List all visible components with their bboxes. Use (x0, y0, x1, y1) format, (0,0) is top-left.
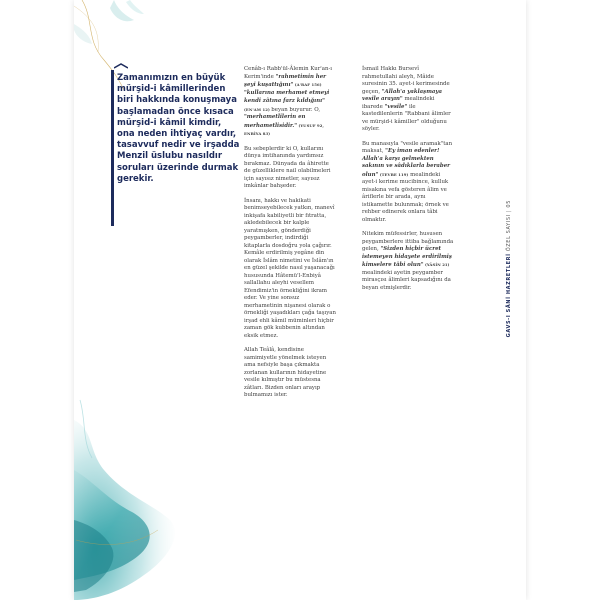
paragraph-text: mealindeki ayetin peygamber mirasçısı âlimleri kapsadığını da beyan etmişlerdir. (362, 269, 451, 291)
paragraph-text: beyan buyurur. O, (271, 106, 321, 113)
paragraph (362, 141, 454, 225)
pull-quote (117, 73, 241, 185)
paragraph: Bu sebeplerdir ki O, kullarını dünya imtihanında yardımsız bırakmaz. Dünyada da âhirette de güzelliklere nail olabilmeleri için sayısız nimetler, sayısız imkânlar bahşeder. (244, 145, 331, 189)
text-column-1 (244, 66, 336, 407)
issue-label: ÖZEL SAYISI (506, 214, 512, 252)
quote-text: "Sizden hiçbir ücret istemeyen hidayete erdirilmiş kimselere tâbi olun" (362, 246, 452, 268)
verse-reference: (EN'AM 12) (244, 106, 272, 112)
pull-quote-text: Zamanımızın en büyük mürşid-i kâmillerinden biri hakkında konuşmaya başlamadan önce kısaca mürşid-i kâmil kimdir, ona neden ihtiyaç vardır, tasavvuf nedir ve irşadda Menzil üslubu nasıldır soruları üzerinde durmak gerekir. (117, 73, 240, 184)
quote-text: "Ey iman edenler! Allah'a karşı gelmekten sakının ve sâdıklarla beraber olun" (362, 148, 450, 178)
quote-text: "rahmetimin her şeyi kuşattığını" (244, 73, 327, 88)
quote-text: "Allah'a yaklaşmaya vesile arayın" (362, 88, 443, 102)
paragraph (244, 66, 336, 139)
paragraph-text: ile kastedilenlerin "Rabbani âlimler ve mürşid-i kâmiller" olduğunu söyler. (362, 103, 451, 132)
separator: | (506, 209, 512, 213)
page-number: 05 (506, 200, 512, 208)
quote-chevron-icon (114, 63, 128, 69)
running-header (506, 200, 520, 460)
magazine-page (74, 0, 526, 600)
quote-text: "vesile" (384, 103, 408, 110)
text-column-2 (362, 66, 454, 299)
quote-text: "merhametlilerin en merhametlisidir." (244, 114, 306, 129)
paragraph-text: İsmail Hakkı Bursevî rahmetullahi aleyh, Mâide suresinin 35. ayet-i kerimesinde geçen, (362, 66, 450, 95)
magazine-brand: GAVS-I SÂNİ HAZRETLERİ (506, 253, 512, 338)
paragraph (362, 66, 454, 134)
paragraph: Allah Teâlâ, kendisine samimiyetle yönelmek isteyen ama nefsiyle başa çıkmakta zorlanan kullarının hidayetine vesile kılmıştır bu müstesna zâtları. Bizden onları arayıp bulmamızı ister. (244, 347, 327, 398)
paragraph-text: Cenâb-ı Rabb'ül-Âlemin Kur'an-ı Kerim'inde (244, 66, 333, 80)
paragraph-text: Nitekim müfessirler, hususen peygamberlere ittiba bağlamında gelen, (362, 231, 454, 252)
verse-reference: (A'RAF 156) (293, 82, 322, 87)
running-header-text (506, 200, 512, 337)
pull-quote-bar (111, 70, 114, 226)
paragraph-text: Bu manasıyla "vesile aramak"tan maksat, (362, 140, 453, 154)
verse-reference: (YUSUF 92, ENBİYA 83) (244, 122, 324, 136)
paragraph: İnsanı, hakkı ve hakikati benimseyebilecek yatkın, manevî inkişafa kabiliyetli bir fıtratta, akledebilecek bir kalple yaratmışken, gönderdiği peygamberler, indirdiği kitaplarla dosdoğru yola çağırır. Kemâle erdirilmiş yegâne din olarak İslâm nimetini ve İslâm'ın en güzel şekilde nasıl yaşanacağı hususunda Hâtemü'l-Enbiyâ sallallahu aleyhi vesellem Efendimiz'in örnekliğini ikram eder. Ve yine sonsuz merhametinin nişanesi olarak o örnekliği yaşadıkları çağa taşıyan irşad ehli kâmil müminleri hiçbir zaman gök kubbenin altından eksik etmez. (244, 197, 336, 339)
verse-reference: (TEVBE 119) (378, 171, 409, 177)
quote-text: "kullarına merhamet etmeyi kendi zâtına farz kıldığını" (244, 89, 330, 104)
verse-reference: (YÂSİN 21) (423, 262, 450, 267)
paragraph-text: mealindeki ibarede (362, 96, 435, 110)
paragraph-text: mealindeki ayet-i kerime mucibince, kulluk misakına vefa gösteren âlim ve âriflerle bir arada, aynı istikamette bulunmak; örnek ve rehber edinerek onlara tâbi olmaktır. (362, 171, 449, 223)
paragraph (362, 231, 454, 292)
